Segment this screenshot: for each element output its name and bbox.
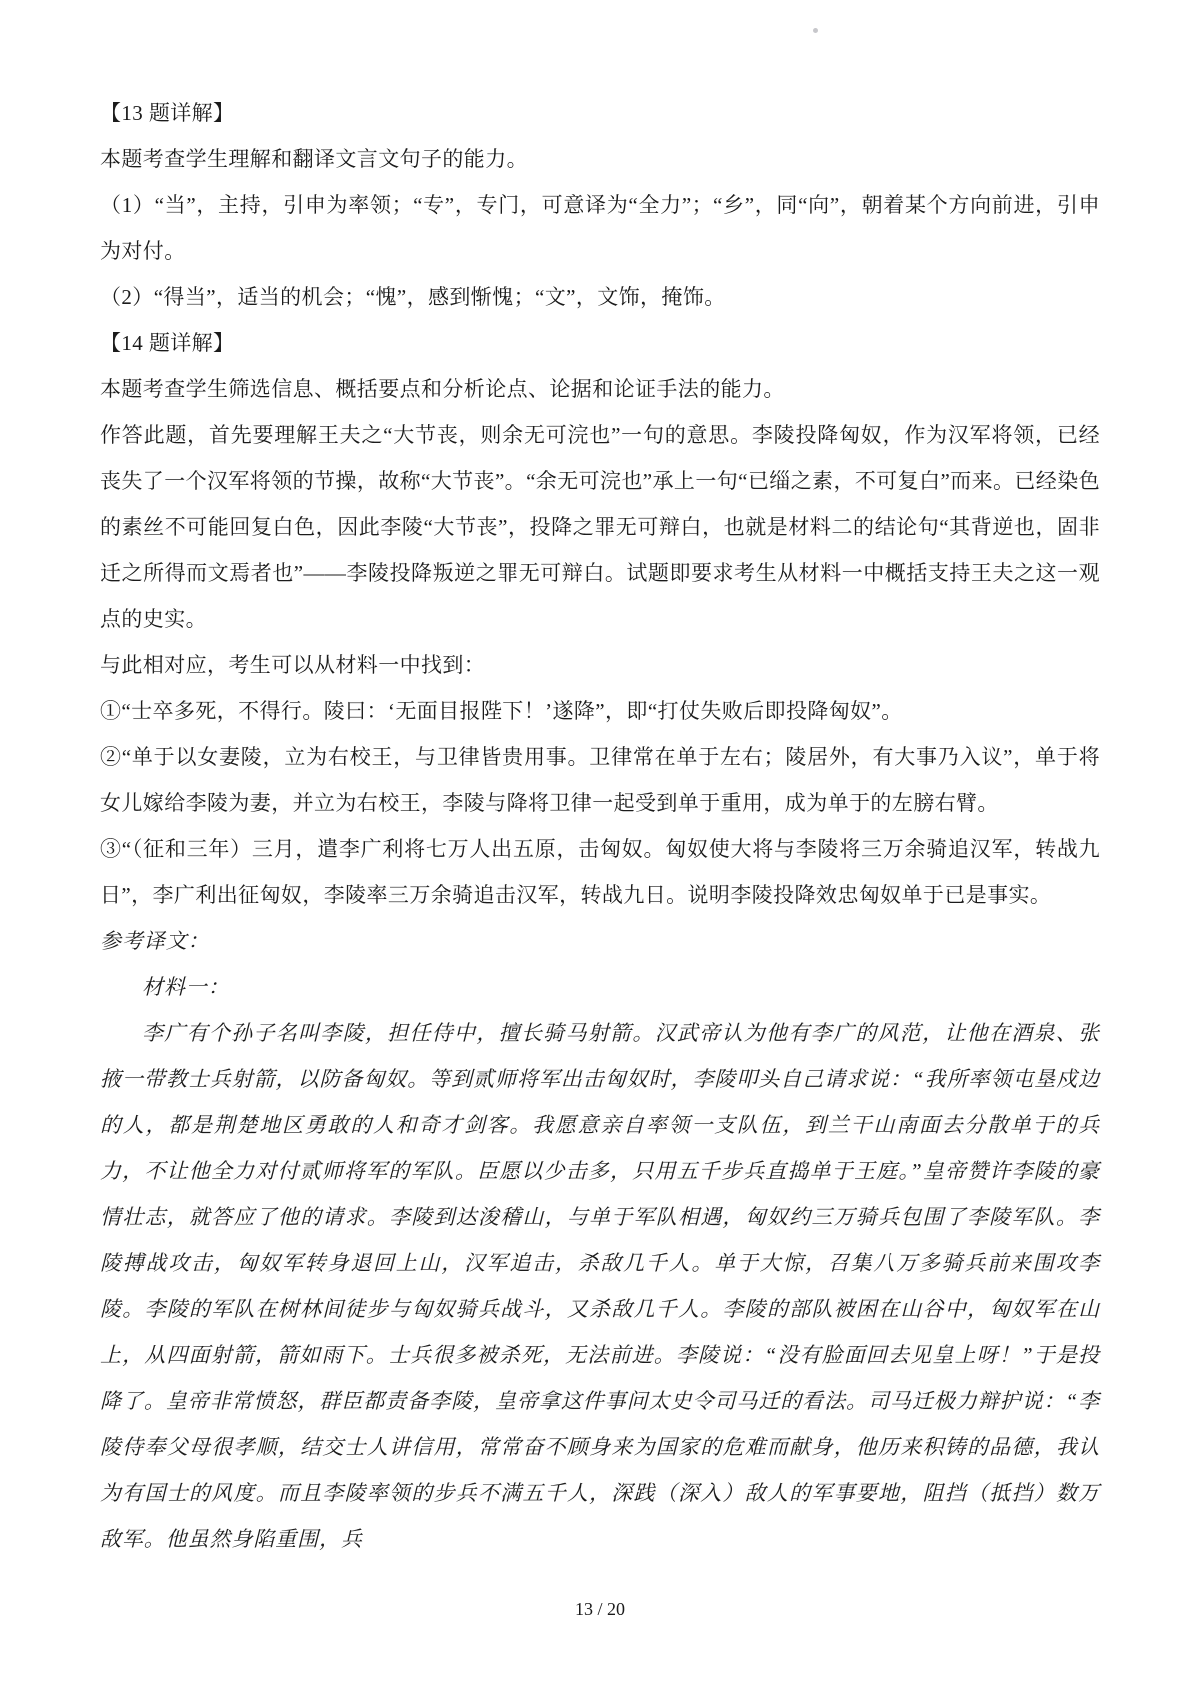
page-number: 13 / 20	[574, 1599, 625, 1619]
question-13-point-1: （1）“当”，主持，引申为率领；“专”，专门，可意译为“全力”；“乡”，同“向”，朝着某个方向前进，引申为对付。	[100, 193, 1100, 263]
evidence-item-1: ①“士卒多死，不得行。陵曰：‘无面目报陛下！’遂降”，即“打仗失败后即投降匈奴”。	[100, 699, 903, 723]
evidence-item-2: ②“单于以女妻陵，立为右校王，与卫律皆贵用事。卫律常在单于左右；陵居外，有大事乃入议”，单于将女儿嫁给李陵为妻，并立为右校王，李陵与降将卫律一起受到单于重用，成为单于的左膀右臂。	[100, 745, 1100, 815]
question-13-ability-statement: 本题考查学生理解和翻译文言文句子的能力。	[100, 147, 528, 171]
question-14-analysis: 作答此题，首先要理解王夫之“大节丧，则余无可浣也”一句的意思。李陵投降匈奴，作为汉军将领，已经丧失了一个汉军将领的节操，故称“大节丧”。“余无可浣也”承上一句“已缁之素，不可复白”而来。已经染色的素丝不可能回复白色，因此李陵“大节丧”，投降之罪无可辩白，也就是材料二的结论句“其背逆也，固非迁之所得而文焉者也”——李陵投降叛逆之罪无可辩白。试题即要求考生从材料一中概括支持王夫之这一观点的史实。	[100, 423, 1100, 631]
document-body	[100, 90, 1100, 1562]
material-one-label: 材料一：	[142, 975, 230, 999]
reference-translation-heading: 参考译文：	[100, 929, 210, 953]
question-14-evidence-lead-in: 与此相对应，考生可以从材料一中找到：	[100, 653, 486, 677]
question-13-point-2: （2）“得当”，适当的机会；“愧”，感到惭愧；“文”，文饰，掩饰。	[100, 285, 726, 309]
question-14-heading: 【14 题详解】	[100, 331, 235, 355]
question-14-ability-statement: 本题考查学生筛选信息、概括要点和分析论点、论据和论证手法的能力。	[100, 377, 785, 401]
evidence-item-3: ③“（征和三年）三月，遣李广利将七万人出五原，击匈奴。匈奴使大将与李陵将三万余骑追汉军，转战九日”，李广利出征匈奴，李陵率三万余骑追击汉军，转战九日。说明李陵投降效忠匈奴单于已是事实。	[100, 837, 1100, 907]
question-13-heading: 【13 题详解】	[100, 101, 235, 125]
material-one-translation: 李广有个孙子名叫李陵，担任侍中，擅长骑马射箭。汉武帝认为他有李广的风范，让他在酒泉、张掖一带教士兵射箭，以防备匈奴。等到贰师将军出击匈奴时，李陵叩头自己请求说：“我所率领屯垦戍边的人，都是荆楚地区勇敢的人和奇才剑客。我愿意亲自率领一支队伍，到兰干山南面去分散单于的兵力，不让他全力对付贰师将军的军队。臣愿以少击多，只用五千步兵直捣单于王庭。”皇帝赞许李陵的豪情壮志，就答应了他的请求。李陵到达浚稽山，与单于军队相遇，匈奴约三万骑兵包围了李陵军队。李陵搏战攻击，匈奴军转身退回上山，汉军追击，杀敌几千人。单于大惊，召集八万多骑兵前来围攻李陵。李陵的军队在树林间徒步与匈奴骑兵战斗，又杀敌几千人。李陵的部队被困在山谷中，匈奴军在山上，从四面射箭，箭如雨下。士兵很多被杀死，无法前进。李陵说：“没有脸面回去见皇上呀！”于是投降了。皇帝非常愤怒，群臣都责备李陵，皇帝拿这件事问太史令司马迁的看法。司马迁极力辩护说：“李陵侍奉父母很孝顺，结交士人讲信用，常常奋不顾身来为国家的危难而献身，他历来积铸的品德，我认为有国士的风度。而且李陵率领的步兵不满五千人，深践（深入）敌人的军事要地，阻挡（抵挡）数万敌军。他虽然身陷重围，兵	[100, 1021, 1100, 1551]
smudge-dot	[813, 28, 818, 33]
